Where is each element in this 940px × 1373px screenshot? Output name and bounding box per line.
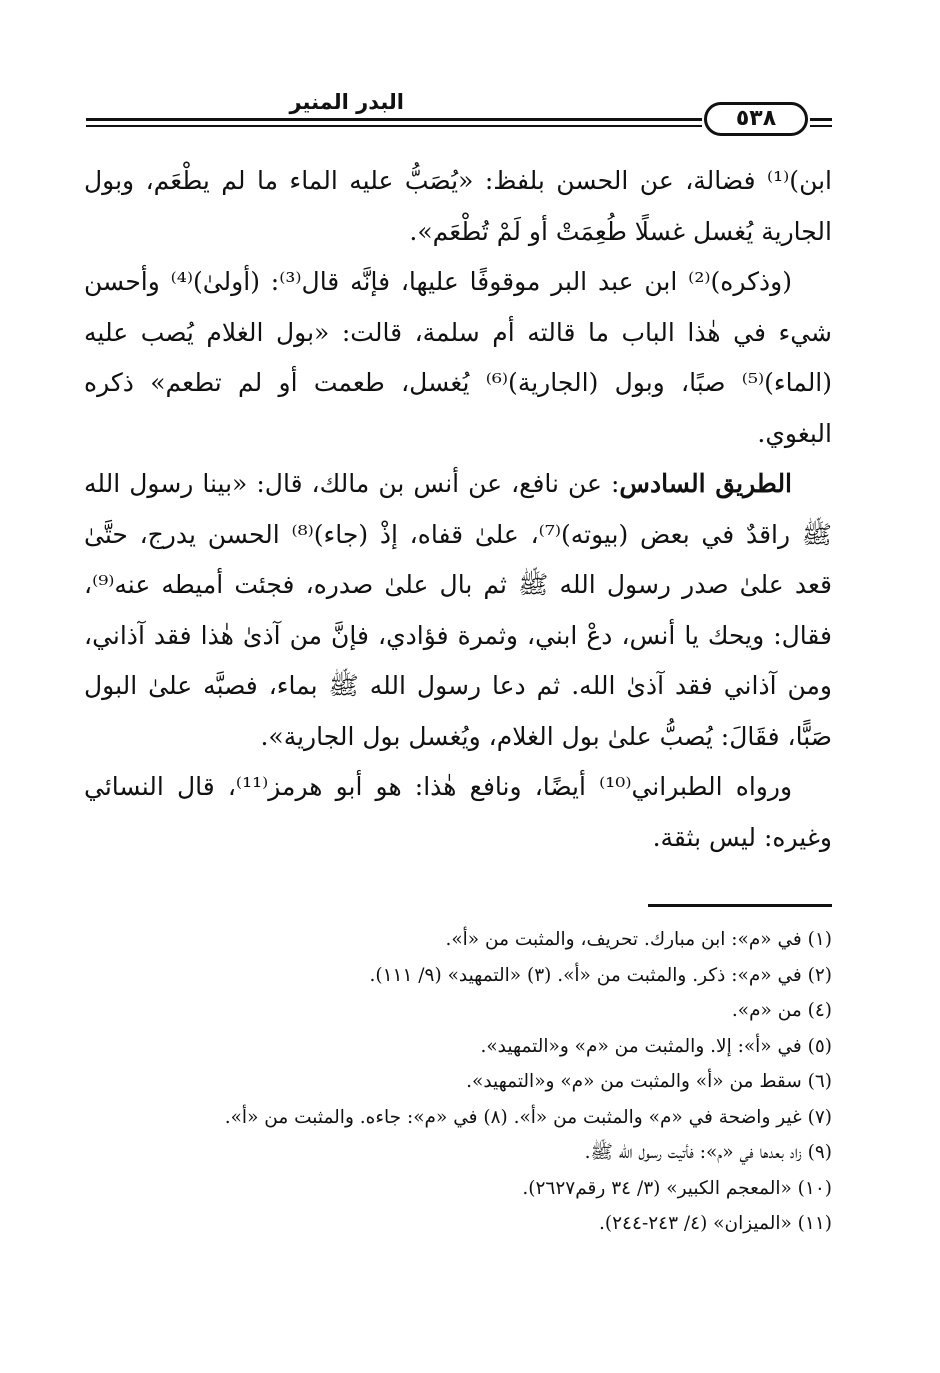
page-header <box>86 88 832 132</box>
paragraph-2: (وذكره)⁽²⁾ ابن عبد البر موقوفًا عليها، فإنَّه قال⁽³⁾: (أولىٰ)⁽⁴⁾ وأحسن شيء في هٰذا الباب ما قالته أم سلمة، قالت: «بول الغلام يُصب عليه (الماء)⁽⁵⁾ صبًا، وبول (الجارية)⁽⁶⁾ يُغسل، طعمت أو لم تطعم» ذكره البغوي. <box>84 267 833 448</box>
footnote-4: (٤) من «م». <box>731 1000 832 1021</box>
footnote-11: (١١) «الميزان» (٤/ ٢٤٣-٢٤٤). <box>599 1213 832 1234</box>
paragraph-sixth-way <box>84 459 832 762</box>
page-number: ٥٣٨ <box>704 102 808 136</box>
header-rule-bottom <box>86 125 702 127</box>
header-rule-top <box>86 118 702 121</box>
header-rule-right-top <box>810 118 832 121</box>
sixth-way-label: الطريق السادس <box>619 469 793 498</box>
footnote-6: (٦) سقط من «أ» والمثبت من «م» و«التمهيد». <box>466 1071 832 1092</box>
footnote-separator <box>648 904 832 907</box>
header-rule-right-bottom <box>810 125 832 127</box>
main-text <box>84 156 832 863</box>
footnote-9: (٩) زاد بعدها في «م»: فأتيت رسول الله ﷺ. <box>584 1142 832 1163</box>
footnotes <box>84 922 832 1242</box>
sixth-way-text: : عن نافع، عن أنس بن مالك، قال: «بينا رسول الله ﷺ راقدٌ في بعض (بيوته)⁽⁷⁾، علىٰ قفاه، إذْ (جاء)⁽⁸⁾ الحسن يدرج، حتَّىٰ قعد علىٰ صدر رسول الله ﷺ ثم بال علىٰ صدره، فجئت أميطه عنه⁽⁹⁾، فقال: ويحك يا أنس، دعْ ابني، وثمرة فؤادي، فإنَّ من آذىٰ هٰذا فقد آذاني، ومن آذاني فقد آذىٰ الله. ثم دعا رسول الله ﷺ بماء، فصبَّه علىٰ البول صَبًّا، فقَالَ: يُصبُّ علىٰ بول الغلام، ويُغسل بول الجارية». <box>84 469 832 751</box>
footnote-5: (٥) في «أ»: إلا. والمثبت من «م» و«التمهيد». <box>480 1035 832 1057</box>
paragraph-1: ابن)⁽¹⁾ فضالة، عن الحسن بلفظ: «يُصَبُّ عليه الماء ما لم يطْعَم، وبول الجارية يُغسل غسلًا طُعِمَتْ أو لَمْ تُطْعَم». <box>84 166 832 246</box>
footnote-10: (١٠) «المعجم الكبير» (٣/ ٣٤ رقم٢٦٢٧). <box>522 1177 832 1199</box>
running-title: البدر المنير <box>289 90 404 114</box>
footnote-7-8: (٧) غير واضحة في «م» والمثبت من «أ». (٨) في «م»: جاءه. والمثبت من «أ». <box>224 1106 832 1128</box>
paragraph-last: ورواه الطبراني⁽¹⁰⁾ أيضًا، ونافع هٰذا: هو أبو هرمز⁽¹¹⁾، قال النسائي وغيره: ليس بثقة. <box>84 772 832 852</box>
footnote-1: (١) في «م»: ابن مبارك. تحريف، والمثبت من «أ». <box>445 929 832 950</box>
footnote-2-3: (٢) في «م»: ذكر. والمثبت من «أ». (٣) «التمهيد» (٩/ ١١١). <box>369 964 832 986</box>
